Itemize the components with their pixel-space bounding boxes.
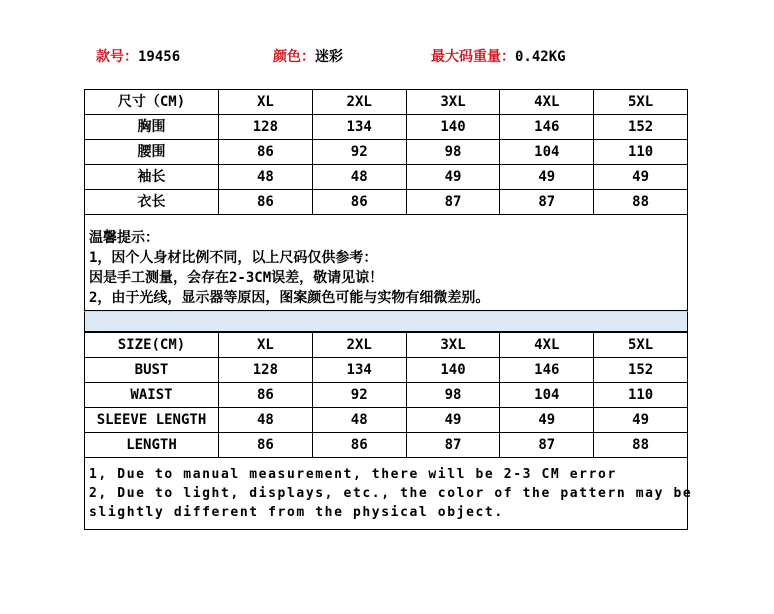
- cn-value-cell: 110: [594, 140, 688, 165]
- max-weight-label: 最大码重量：: [431, 49, 515, 65]
- cn-value-cell: 49: [406, 165, 500, 190]
- en-notes: [84, 453, 693, 530]
- cn-value-cell: 48: [312, 165, 406, 190]
- item-number: [96, 46, 180, 66]
- en-note-line: 1, Due to manual measurement, there will be 2-3 CM error: [89, 467, 617, 482]
- cn-notes: [84, 214, 688, 311]
- cn-note-line: 2，由于光线，显示器等原因，图案颜色可能与实物有细微差别。: [89, 290, 490, 306]
- en-value-cell: 48: [219, 408, 313, 433]
- color-label: 颜色：: [273, 49, 315, 65]
- cn-value-cell: 104: [500, 140, 594, 165]
- en-header-cell: 3XL: [406, 333, 500, 358]
- cn-row: [85, 190, 688, 215]
- color-value: 迷彩: [315, 49, 343, 65]
- en-note-line: 2, Due to light, displays, etc., the color of the pattern may be: [89, 486, 693, 501]
- en-value-cell: 134: [312, 358, 406, 383]
- cn-value-cell: 146: [500, 115, 594, 140]
- cn-value-cell: 152: [594, 115, 688, 140]
- en-value-cell: 92: [312, 383, 406, 408]
- en-row: [85, 408, 688, 433]
- en-value-cell: 87: [500, 433, 594, 458]
- en-value-cell: 49: [594, 408, 688, 433]
- en-value-cell: 146: [500, 358, 594, 383]
- en-header-row: [85, 333, 688, 358]
- cn-header-row: [85, 90, 688, 115]
- en-value-cell: 104: [500, 383, 594, 408]
- max-weight-info: [431, 46, 566, 66]
- cn-value-cell: 49: [594, 165, 688, 190]
- en-measure-cell: LENGTH: [85, 433, 219, 458]
- cn-value-cell: 49: [500, 165, 594, 190]
- cn-value-cell: 87: [500, 190, 594, 215]
- en-value-cell: 128: [219, 358, 313, 383]
- cn-note-line: 1，因个人身材比例不同，以上尺码仅供参考：: [89, 250, 378, 266]
- en-header-cell: SIZE(CM): [85, 333, 219, 358]
- cn-note-line: 温馨提示：: [89, 230, 159, 246]
- cn-row: [85, 140, 688, 165]
- cn-value-cell: 88: [594, 190, 688, 215]
- cn-value-cell: 48: [219, 165, 313, 190]
- cn-value-cell: 92: [312, 140, 406, 165]
- cn-value-cell: 128: [219, 115, 313, 140]
- color-info: [273, 46, 343, 66]
- size-table-cn: [84, 89, 688, 215]
- en-measure-cell: BUST: [85, 358, 219, 383]
- en-value-cell: 87: [406, 433, 500, 458]
- en-value-cell: 88: [594, 433, 688, 458]
- cn-measure-cell: 腰围: [85, 140, 219, 165]
- cn-value-cell: 86: [219, 140, 313, 165]
- en-value-cell: 110: [594, 383, 688, 408]
- cn-header-cell: 2XL: [312, 90, 406, 115]
- en-header-cell: 5XL: [594, 333, 688, 358]
- en-measure-cell: SLEEVE LENGTH: [85, 408, 219, 433]
- en-row: [85, 358, 688, 383]
- en-header-cell: XL: [219, 333, 313, 358]
- cn-note-line: 因是手工测量，会存在2-3CM误差，敬请见谅！: [89, 270, 384, 286]
- cn-row: [85, 115, 688, 140]
- cn-row: [85, 165, 688, 190]
- cn-header-cell: 3XL: [406, 90, 500, 115]
- en-measure-cell: WAIST: [85, 383, 219, 408]
- en-value-cell: 86: [312, 433, 406, 458]
- max-weight-value: 0.42KG: [515, 49, 566, 65]
- en-value-cell: 86: [219, 383, 313, 408]
- cn-value-cell: 87: [406, 190, 500, 215]
- item-number-value: 19456: [138, 49, 181, 65]
- size-table-en: [84, 332, 688, 458]
- cn-measure-cell: 胸围: [85, 115, 219, 140]
- en-header-cell: 4XL: [500, 333, 594, 358]
- en-value-cell: 49: [500, 408, 594, 433]
- cn-header-cell: 5XL: [594, 90, 688, 115]
- en-value-cell: 140: [406, 358, 500, 383]
- cn-value-cell: 134: [312, 115, 406, 140]
- separator-band: [84, 311, 688, 332]
- en-value-cell: 49: [406, 408, 500, 433]
- en-header-cell: 2XL: [312, 333, 406, 358]
- en-note-line: slightly different from the physical object.: [89, 505, 504, 520]
- en-value-cell: 152: [594, 358, 688, 383]
- cn-header-cell: XL: [219, 90, 313, 115]
- en-row: [85, 383, 688, 408]
- item-number-label: 款号：: [96, 49, 138, 65]
- cn-header-cell: 4XL: [500, 90, 594, 115]
- cn-value-cell: 140: [406, 115, 500, 140]
- cn-value-cell: 86: [219, 190, 313, 215]
- cn-value-cell: 98: [406, 140, 500, 165]
- cn-header-cell: 尺寸（CM): [85, 90, 219, 115]
- cn-measure-cell: 袖长: [85, 165, 219, 190]
- cn-measure-cell: 衣长: [85, 190, 219, 215]
- cn-value-cell: 86: [312, 190, 406, 215]
- en-value-cell: 86: [219, 433, 313, 458]
- en-value-cell: 48: [312, 408, 406, 433]
- en-value-cell: 98: [406, 383, 500, 408]
